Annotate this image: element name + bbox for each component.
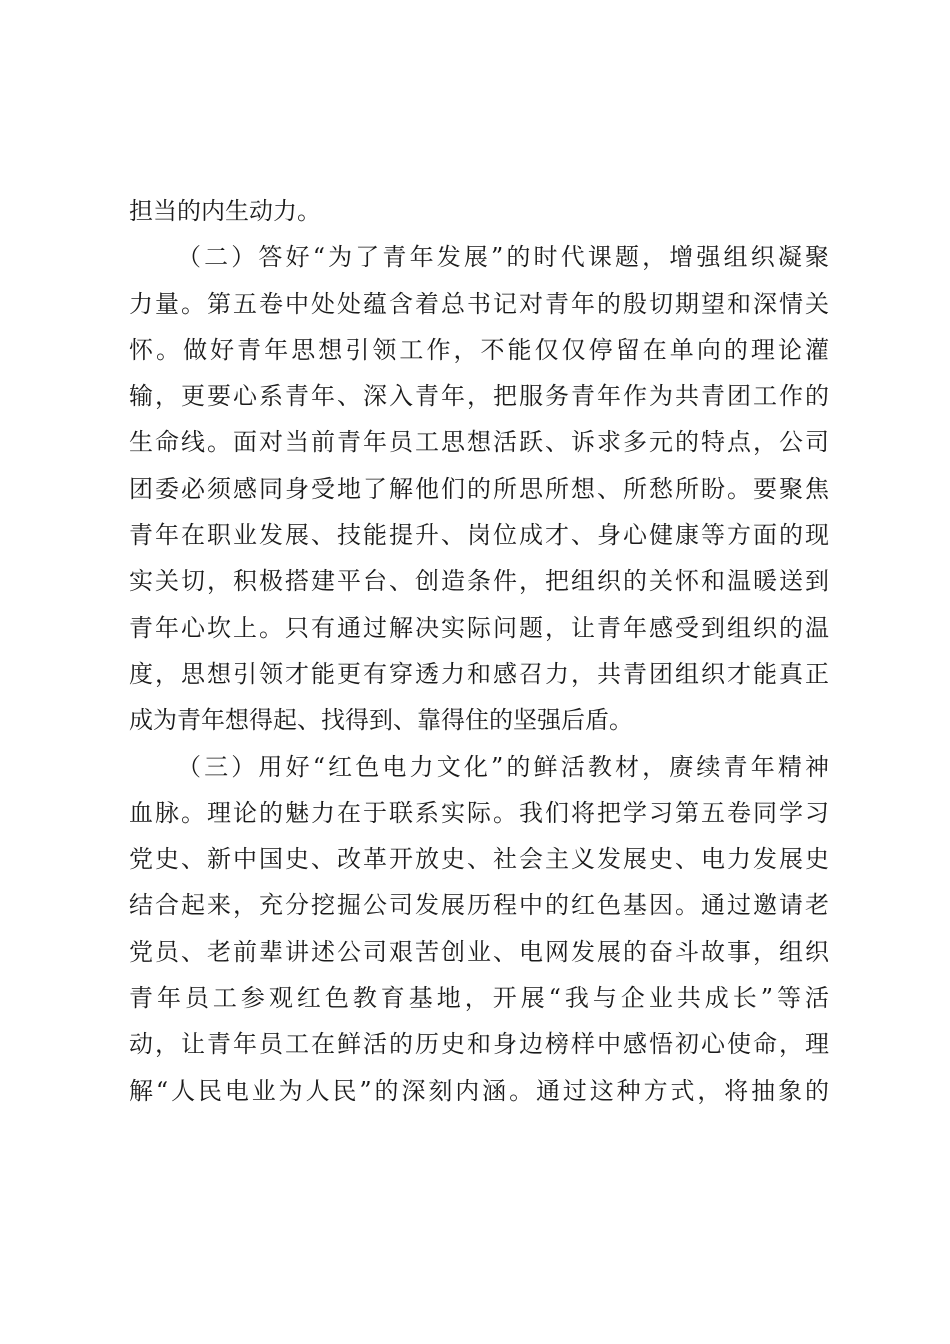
text-line: 输，更要心系青年、深入青年，把服务青年作为共青团工作的 [129,382,829,411]
text-line: 成为青年想得起、找得到、靠得住的坚强后盾。 [129,706,633,735]
text-line: 青年员工参观红色教育基地，开展“我与企业共成长”等活 [129,984,829,1013]
text-line: 青年心坎上。只有通过解决实际问题，让青年感受到组织的温 [129,613,829,642]
text-line: 党史、新中国史、改革开放史、社会主义发展史、电力发展史 [129,845,829,874]
text-line: 实关切，积极搭建平台、创造条件，把组织的关怀和温暖送到 [129,567,829,596]
text-line: 血脉。理论的魅力在于联系实际。我们将把学习第五卷同学习 [129,798,829,827]
text-line: 党员、老前辈讲述公司艰苦创业、电网发展的奋斗故事，组织 [129,937,829,966]
text-line: 度，思想引领才能更有穿透力和感召力，共青团组织才能真正 [129,659,829,688]
text-line: 生命线。面对当前青年员工思想活跃、诉求多元的特点，公司 [129,428,829,457]
text-line: 青年在职业发展、技能提升、岗位成才、身心健康等方面的现 [129,521,829,550]
text-line: 力量。第五卷中处处蕴含着总书记对青年的殷切期望和深情关 [129,289,829,318]
text-line: 结合起来，充分挖掘公司发展历程中的红色基因。通过邀请老 [129,891,829,920]
text-line: 解“人民电业为人民”的深刻内涵。通过这种方式，将抽象的 [129,1076,829,1105]
body-text [129,188,829,1114]
text-line: 担当的内生动力。 [129,197,321,225]
text-line: 动，让青年员工在鲜活的历史和身边榜样中感悟初心使命，理 [129,1030,829,1059]
text-line: 怀。做好青年思想引领工作，不能仅仅停留在单向的理论灌 [129,335,829,364]
paragraph-heading-line: （三）用好“红色电力文化”的鲜活教材，赓续青年精神 [177,752,829,781]
text-line: 团委必须感同身受地了解他们的所思所想、所愁所盼。要聚焦 [129,474,829,503]
paragraph-heading-line: （二）答好“为了青年发展”的时代课题，增强组织凝聚 [177,243,829,272]
